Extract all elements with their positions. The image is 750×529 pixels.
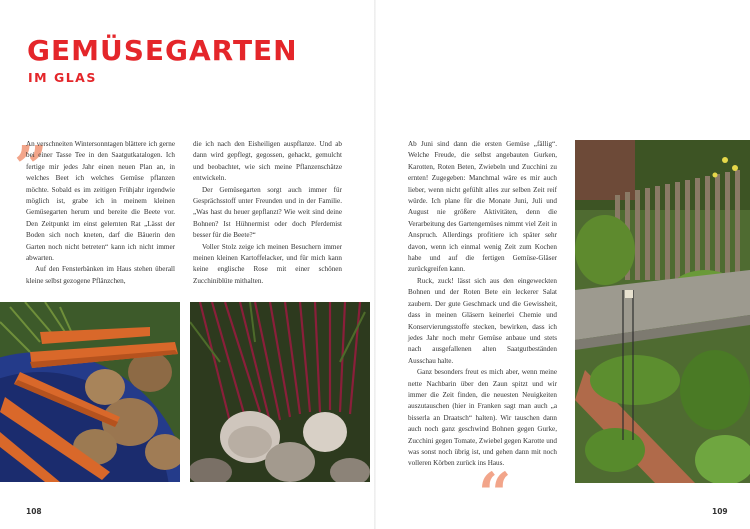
text-column-2: [193, 139, 342, 287]
page-gutter: [374, 0, 376, 529]
carrots-potatoes-photo: [0, 302, 180, 482]
closing-quote-mark: “: [478, 460, 512, 528]
paragraph: Ruck, zuck! lässt sich aus den eingeweckten Bohnen und der Roten Bete ein leckerer Salat zaubern. Der gute Geschmack und die Gewissheit, dass in meinen Gläsern keinerlei Chemie und Konservierungsstoffe stecken, bewirken, dass ich jedes Jahr noch mehr Gemüse anbaue und stets nach ausgefallenen alten Saatgutbeständen Ausschau halte.: [408, 276, 557, 365]
text-column-3: [408, 139, 557, 470]
paragraph: Ab Juni sind dann die ersten Gemüse „fällig“. Welche Freude, die selbst angebauten Gurken, Karotten, Roten Beten, Zwiebeln und Zucchini zu ernten! Zugegeben: Manchmal wäre es mir auch lieber, wenn nicht gefühlt alles zur selben Zeit reif würde. Ich plane für die Monate Juni, Juli und August nie größere Aktivitäten, denn die Verarbeitung des Gartengemüses nimmt viel Zeit in Anspruch. Allerdings profitiere ich später sehr davon, wenn ich einmal wenig Zeit zum Kochen habe und auf die fertigen Gemüse-Gläser zurückgreifen kann.: [408, 140, 557, 274]
paragraph: die ich nach den Eisheiligen auspflanze. Und ab dann wird gepflegt, gegossen, gehackt, gemulcht und beobachtet, wie sich meine Pflanzenschätze entwickeln.: [193, 140, 342, 183]
chapter-subtitle: IM GLAS: [28, 70, 97, 85]
beetroot-photo: [190, 302, 370, 482]
chapter-title: GEMÜSEGARTEN: [27, 34, 298, 67]
page-number-right: 109: [712, 507, 728, 516]
paragraph: Der Gemüsegarten sorgt auch immer für Gesprächsstoff unter Freunden und in der Familie. „Was hast du heuer gepflanzt? Wie weit sind deine Bohnen? Ist Hühnermist oder doch Pferdemist besser für die Beete?“: [193, 185, 342, 240]
paragraph: Voller Stolz zeige ich meinen Besuchern immer meinen kleinen Kartoffelacker, und für mich kann keine englische Rose mit einer schönen Zucchiniblüte mithalten.: [193, 242, 342, 285]
paragraph: Ganz besonders freut es mich aber, wenn meine nette Nachbarin über den Zaun spitzt und wir immer die Zeit finden, die neuesten Neuigkeiten auszutauschen (hier in Franken sagt man auch „a bisserla an Draatsch“ halten). Wir tauschen dann auch noch ganz geschwind Bohnen gegen Gurke, Zucchini gegen Tomate, Zwiebel gegen Karotte und was sonst noch übrig ist, und gehen dann mit noch volleren Körben zurück ins Haus.: [408, 368, 557, 468]
opening-quote-mark: „: [15, 100, 49, 168]
paragraph: An verschneiten Wintersonntagen blättere ich gerne bei einer Tasse Tee in den Saatgutkatalogen. Ich fertige mir jedes Jahr einen neuen Plan an, in welches Beet ich welches Gemüse pflanzen möchte. Sobald es im zeitigen Frühjahr irgendwie möglich ist, grabe ich in meinem kleinen Gemüsegarten herum und bereite die Beete vor. Den Zeitpunkt im einst gelernten Rat „Lässt der Boden sich noch kneten, darf die Bäuerin den Garten noch nicht betreten“ kann ich nicht immer abwarten.: [26, 140, 175, 263]
page-number-left: 108: [26, 507, 42, 516]
raised-garden-bed-photo: [575, 140, 750, 483]
text-column-1: [26, 139, 175, 287]
paragraph: Auf den Fensterbänken im Haus stehen überall kleine selbst gezogene Pflänzchen,: [26, 265, 175, 285]
